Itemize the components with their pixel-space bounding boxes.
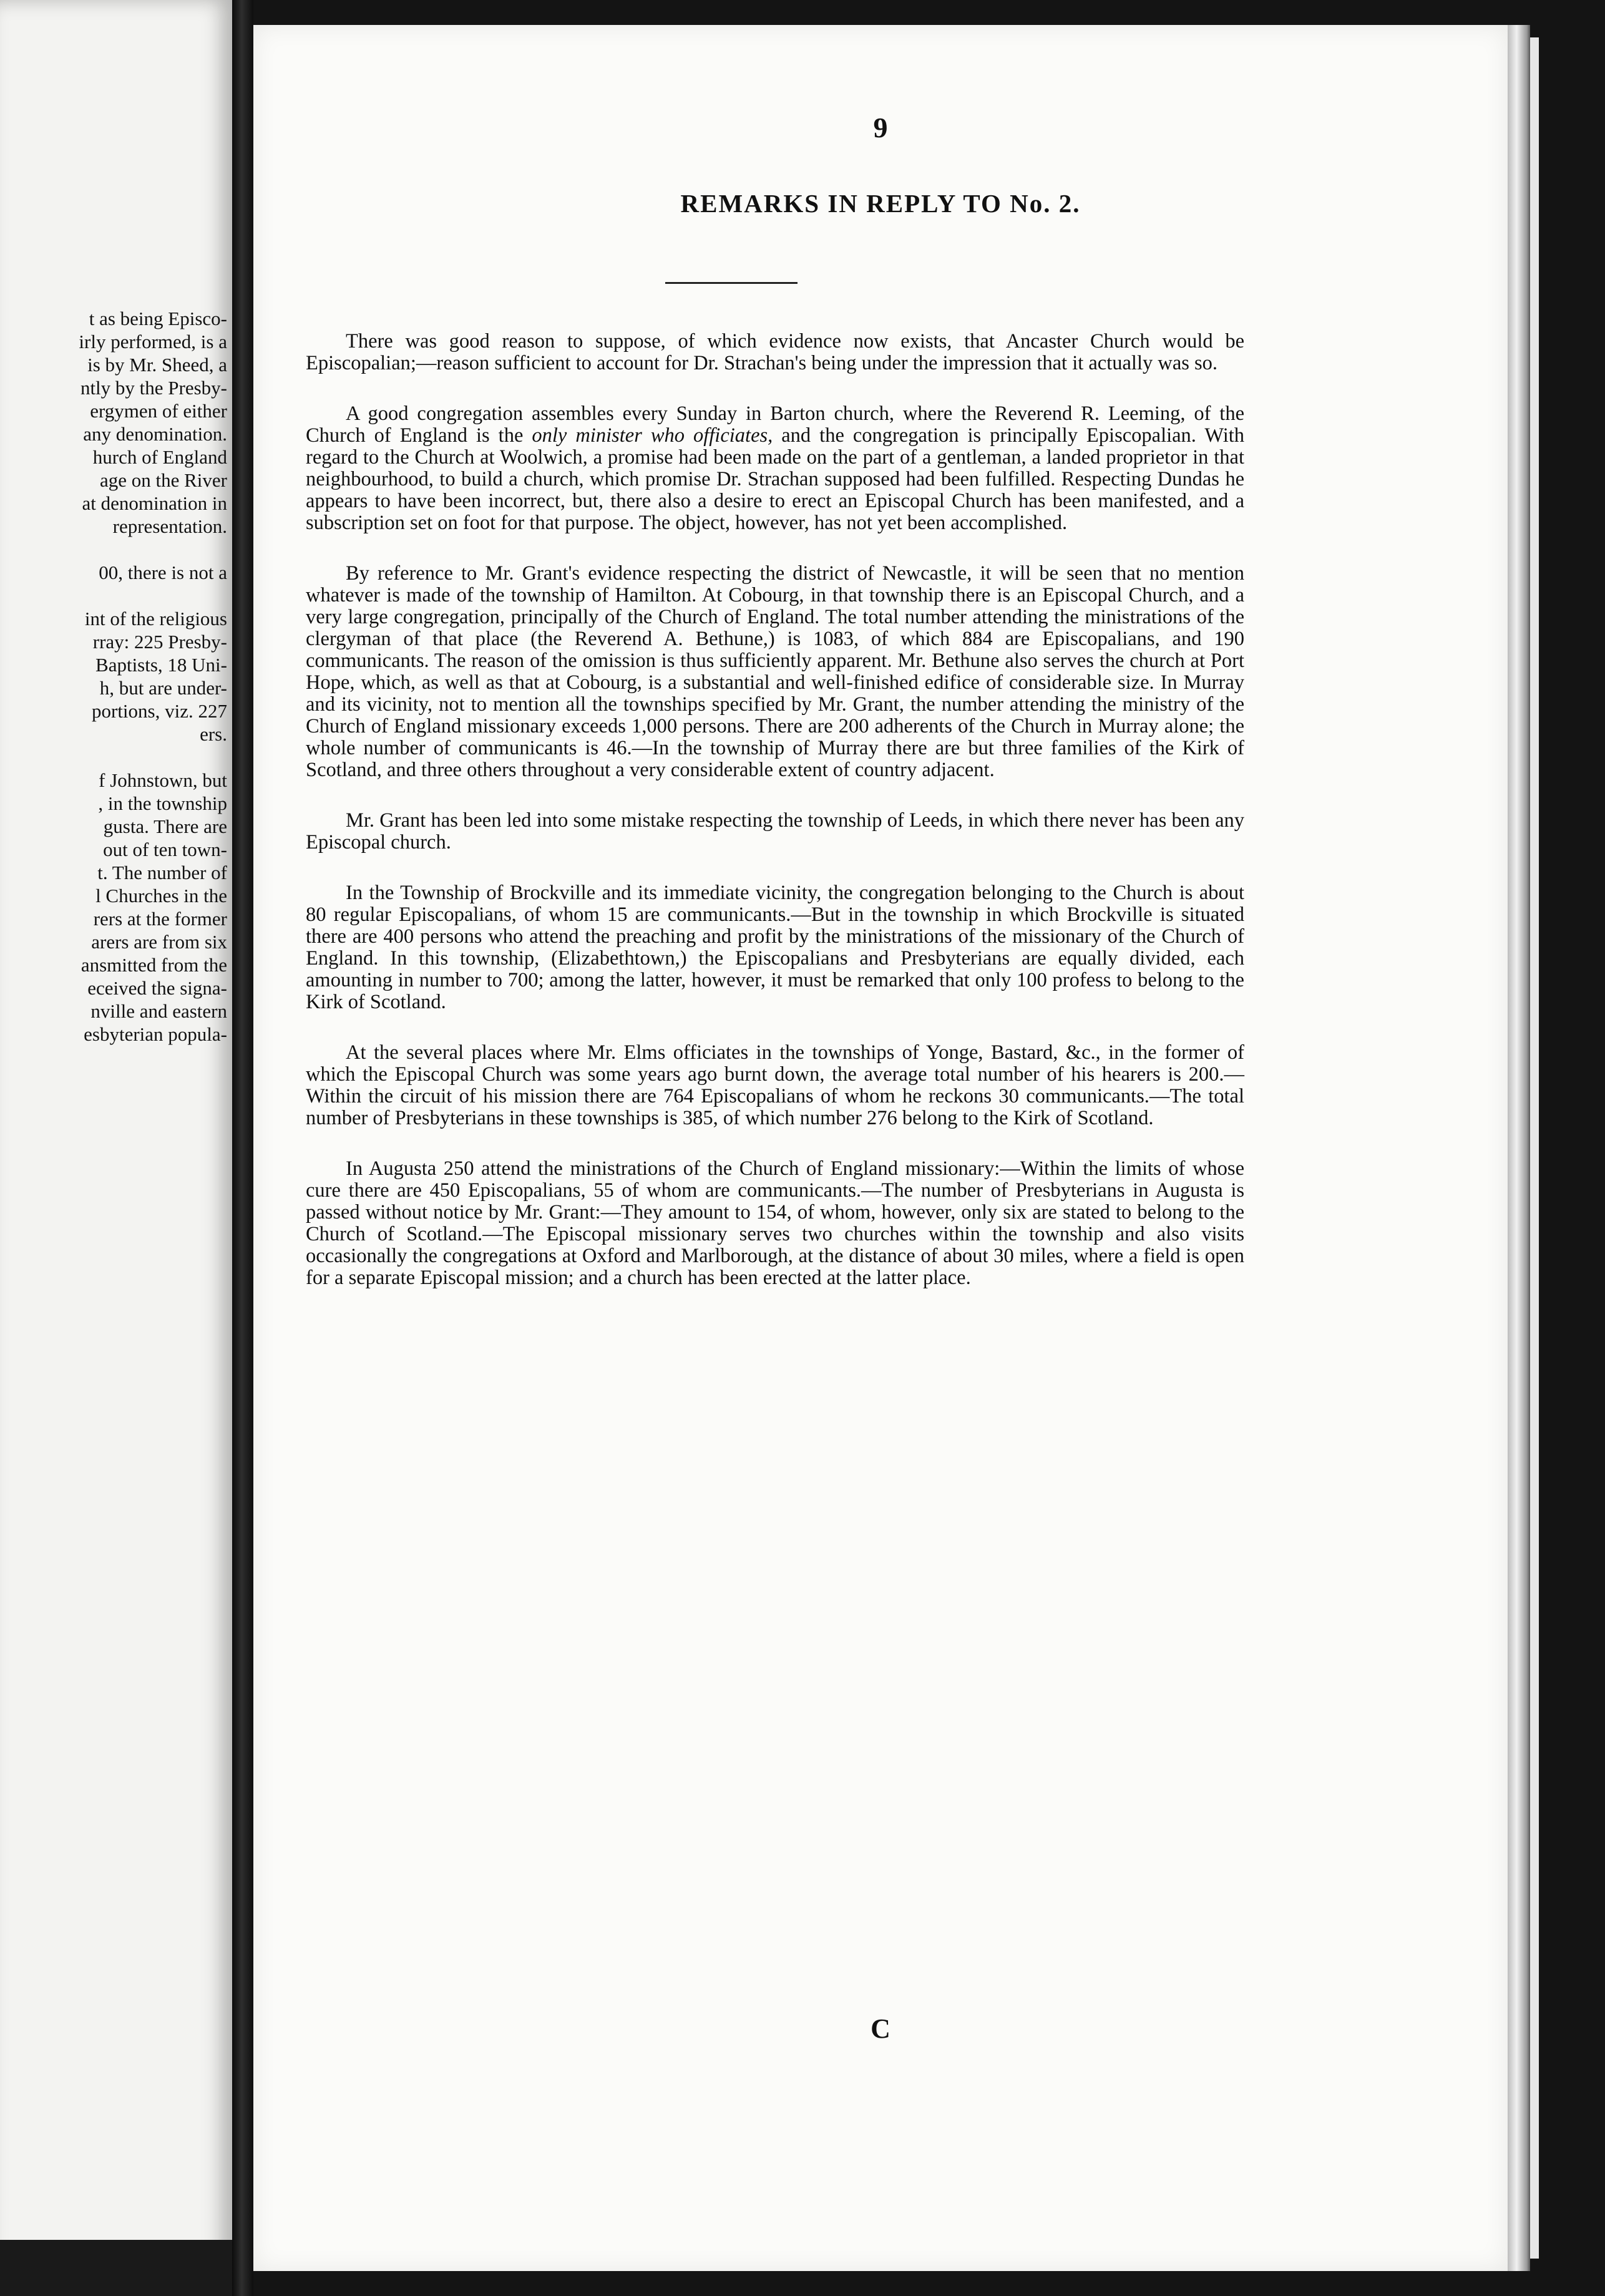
paragraph: In Augusta 250 attend the ministrations of the Church of England missionary:—Within the limits of whose cure there are 450 Episcopalians, 55 of whom are communicants.—The number of Presbyterians in Augusta is passed without notice by Mr. Grant:—They amount to 154, of whom, however, only six are stated to belong to the Church of Scotland.—The Episcopal missionary serves two churches within the township and also visits occasionally the congregations at Oxford and Marlborough, at the distance of about 30 miles, where a field is open for a separate Episcopal mission; and a church has been erected at the latter place. bbox=[306, 1157, 1244, 1289]
previous-page-line: t as being Episco- bbox=[89, 308, 227, 329]
previous-page-gap bbox=[21, 538, 227, 561]
previous-page-line: l Churches in the bbox=[95, 885, 227, 907]
previous-page-line: f Johnstown, but bbox=[99, 769, 227, 791]
emphasized-text: only minister who officiates, bbox=[532, 424, 773, 447]
paragraph: Mr. Grant has been led into some mistake respecting the township of Leeds, in which there never has been any Episcopal church. bbox=[306, 809, 1244, 854]
previous-page-line: rers at the former bbox=[93, 908, 227, 930]
previous-page-line: nville and eastern bbox=[90, 1000, 227, 1022]
previous-page-line: ntly by the Presby- bbox=[80, 377, 227, 399]
page-number: 9 bbox=[873, 112, 888, 144]
previous-page-line: Baptists, 18 Uni- bbox=[95, 654, 227, 676]
page-edge bbox=[1530, 37, 1539, 2259]
previous-page-line: out of ten town- bbox=[103, 839, 227, 860]
paragraph-text: A good congregation assembles every Sunday in Barton church, where the Reverend R. Leeming, of the Church of England is the bbox=[306, 402, 1244, 447]
paragraph-text: and the congregation is principally Episcopalian. With regard to the Church at Woolwich, a promise had been made on the part of a gentleman, a landed proprietor in that neighbourhood, to build a church, which promise Dr. Strachan supposed had been fulfilled. Respecting Dundas he appears to have been incorrect, but, there also a desire to erect an Episcopal Church has been manifested, and a subscription set on foot for that purpose. The object, however, has not yet been accomplished. bbox=[306, 424, 1245, 534]
previous-page-gap bbox=[21, 584, 227, 607]
paragraph: By reference to Mr. Grant's evidence respecting the district of Newcastle, it will be seen that no mention whatever is made of the township of Hamilton. At Cobourg, in that township there is an Episcopal Church, and a very large congregation, principally of the Church of England. The total number attending the ministrations of the clergyman of that place (the Reverend A. Bethune,) is 1083, of which 884 are Episcopalians, and 190 communicants. The reason of the omission is thus sufficiently apparent. Mr. Bethune also serves the church at Port Hope, which, as well as that at Cobourg, is a substantial and well-finished edifice of considerable size. In Murray and its vicinity, not to mention all the townships specified by Mr. Grant, the number attending the ministry of the Church of England missionary exceeds 1,000 persons. There are 200 adherents of the Church in Murray alone; the whole number of communicants is 46.—In the township of Murray there are but three families of the Kirk of Scotland, and three others throughout a very considerable extent of country adjacent. bbox=[306, 562, 1244, 781]
previous-page-line: rray: 225 Presby- bbox=[92, 631, 227, 653]
page-edge bbox=[1508, 25, 1530, 2271]
paragraph: At the several places where Mr. Elms officiates in the townships of Yonge, Bastard, &c., in the former of which the Episcopal Church was some years ago burnt down, the average total number of his hearers is 200.—Within the circuit of his mission there are 764 Episcopalians of whom he reckons 30 communicants.—The total number of Presbyterians in these townships is 385, of which number 276 belong to the Kirk of Scotland. bbox=[306, 1041, 1244, 1129]
previous-page-line: gusta. There are bbox=[103, 815, 227, 837]
page-title: REMARKS IN REPLY TO No. 2. bbox=[680, 189, 1081, 218]
previous-page-line: , in the township bbox=[98, 792, 227, 814]
previous-page-line: esbyterian popula- bbox=[84, 1023, 227, 1045]
previous-page-line: h, but are under- bbox=[99, 677, 227, 699]
title-divider bbox=[665, 282, 798, 284]
previous-page-line: at denomination in bbox=[82, 492, 227, 514]
previous-page-line: ergymen of either bbox=[90, 400, 227, 422]
previous-page-line: arers are from six bbox=[91, 931, 227, 953]
previous-page-line: age on the River bbox=[99, 469, 227, 491]
previous-page-line: irly performed, is a bbox=[79, 331, 227, 353]
previous-page-line: int of the religious bbox=[84, 608, 227, 630]
previous-page-line: ers. bbox=[200, 723, 227, 745]
previous-page-line: any denomination. bbox=[83, 423, 227, 445]
previous-page-line: ansmitted from the bbox=[80, 954, 227, 976]
previous-page-line: portions, viz. 227 bbox=[92, 700, 227, 722]
previous-page-gap bbox=[21, 746, 227, 769]
previous-page-line: eceived the signa- bbox=[87, 977, 227, 999]
previous-page-text bbox=[21, 307, 227, 1046]
document-page bbox=[253, 25, 1508, 2271]
body-text bbox=[306, 331, 1244, 1318]
book-gutter bbox=[232, 0, 253, 2296]
previous-page-line: representation. bbox=[112, 515, 227, 537]
previous-page-line: hurch of England bbox=[92, 446, 227, 468]
previous-page-line: 00, there is not a bbox=[99, 562, 227, 583]
signature-mark: C bbox=[871, 2013, 890, 2044]
paragraph bbox=[306, 403, 1244, 534]
paragraph: In the Township of Brockville and its immediate vicinity, the congregation belonging to the Church is about 80 regular Episcopalians, of whom 15 are communicants.—But in the township in which Brockville is situated there are 400 persons who attend the preaching and profit by the ministrations of the missionary of the Church of England. In this township, (Elizabethtown,) the Episcopalians and Presbyterians are equally divided, each amounting in number to 700; among the latter, however, it must be remarked that only 100 profess to belong to the Kirk of Scotland. bbox=[306, 882, 1244, 1013]
previous-page-line: is by Mr. Sheed, a bbox=[87, 354, 227, 376]
paragraph: There was good reason to suppose, of which evidence now exists, that Ancaster Church would be Episcopalian;—reason sufficient to account for Dr. Strachan's being under the impression that it actually was so. bbox=[306, 330, 1244, 374]
previous-page bbox=[0, 0, 232, 2296]
previous-page-line: t. The number of bbox=[97, 862, 227, 883]
